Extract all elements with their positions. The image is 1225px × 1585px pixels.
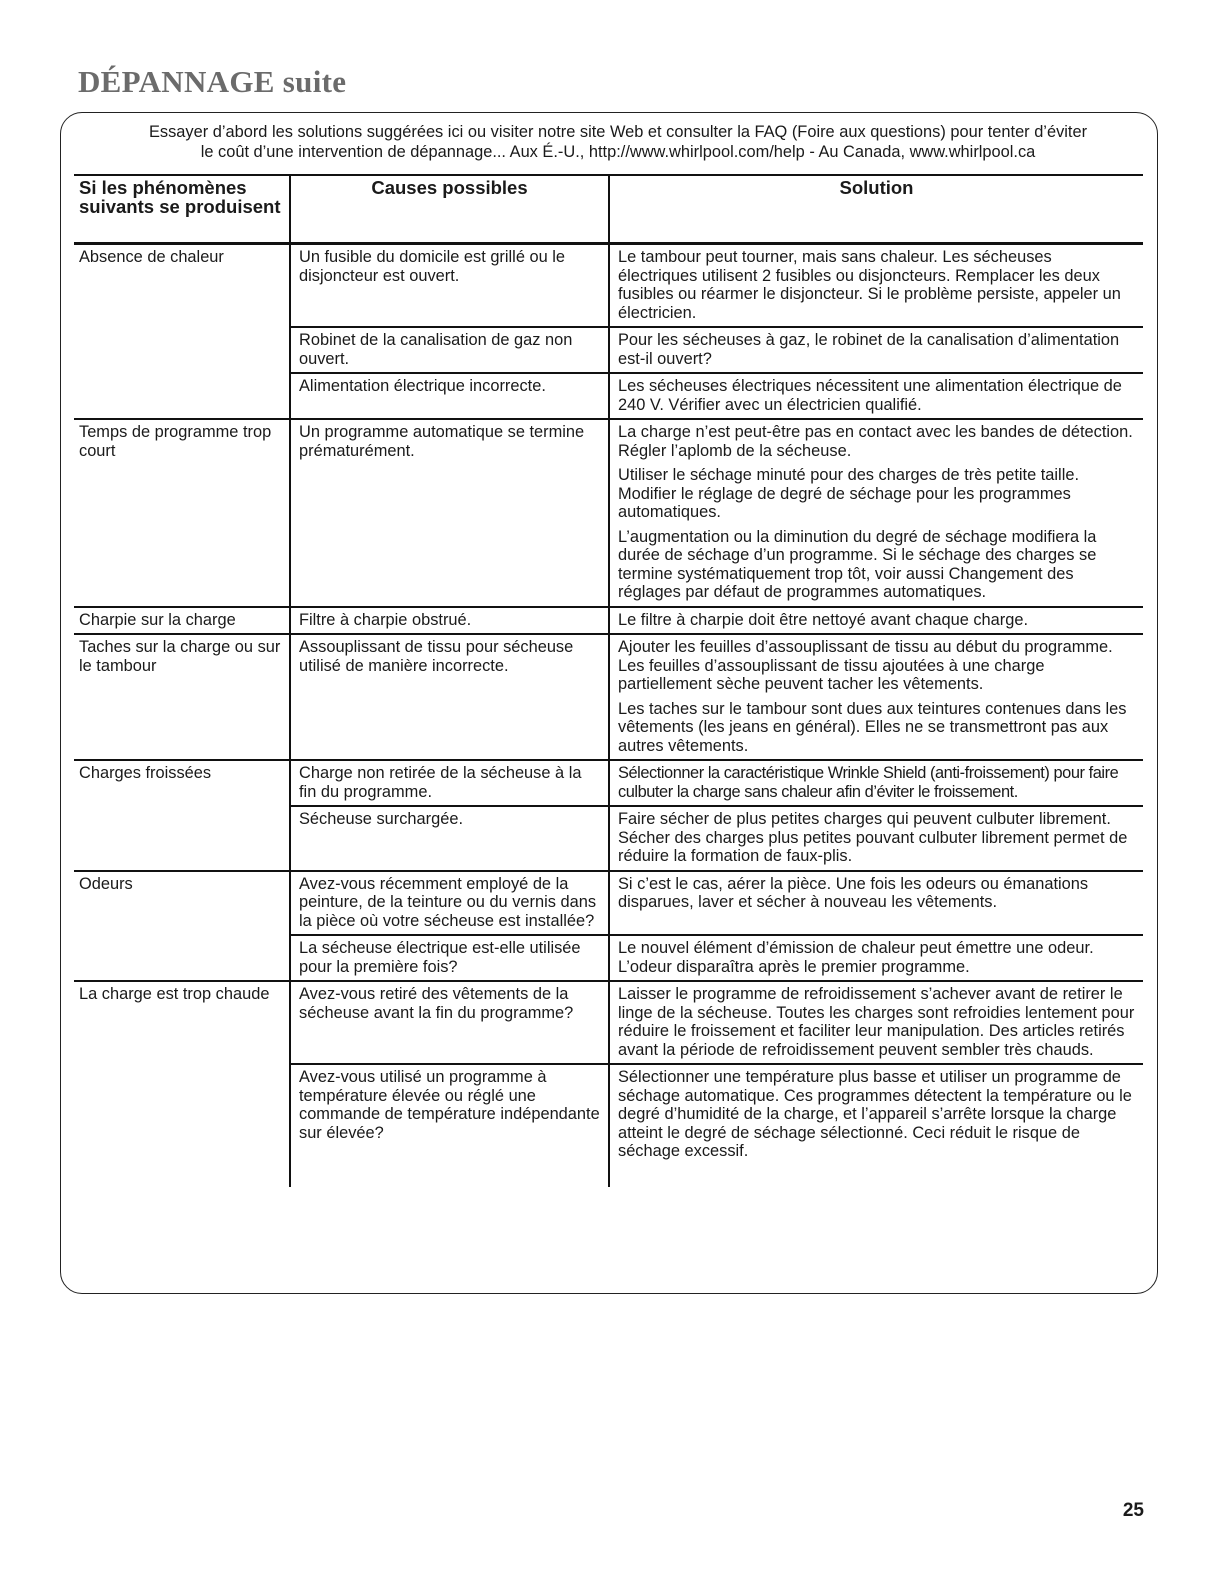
solution-cell (609, 806, 1143, 871)
header-phenomena: Si les phénomènes suivants se produisent (74, 175, 290, 244)
cause-cell: Robinet de la canalisation de gaz non ouvert. (290, 327, 609, 373)
solution-paragraph: Les taches sur le tambour sont dues aux teintures contenues dans les vêtements (les jeans en général). Elles ne se transmettront pas aux autres vêtements. (618, 699, 1127, 755)
cause-cell: Avez-vous retiré des vêtements de la sécheuse avant la fin du programme? (290, 981, 609, 1064)
cause-cell: Sécheuse surchargée. (290, 806, 609, 871)
table-row (74, 871, 1143, 936)
solution-cell (609, 1064, 1143, 1187)
phenomenon-cell: La charge est trop chaude (74, 981, 290, 1187)
page-number: 25 (1122, 1500, 1144, 1521)
solution-paragraph: Le nouvel élément d’émission de chaleur peut émettre une odeur. L’odeur disparaîtra après le premier programme. (618, 939, 1094, 976)
solution-cell (609, 981, 1143, 1064)
solution-cell (609, 327, 1143, 373)
solution-paragraph: Le filtre à charpie doit être nettoyé avant chaque charge. (618, 610, 1029, 629)
table-body (74, 244, 1143, 1187)
solution-paragraph: Ajouter les feuilles d’assouplissant de tissu au début du programme. Les feuilles d’assouplissant de tissu ajoutées à une charge partiellement sèche peuvent tacher les vêtements. (618, 638, 1113, 693)
table-row (74, 244, 1143, 328)
table-row (74, 607, 1143, 635)
solution-paragraph: Faire sécher de plus petites charges qui peuvent culbuter librement. Sécher des charges plus petites pouvant culbuter librement permet de réduire la formation de faux-plis. (618, 810, 1128, 865)
cause-cell: Alimentation électrique incorrecte. (290, 373, 609, 419)
cause-cell: Un programme automatique se termine prématurément. (290, 419, 609, 607)
cause-cell: Assouplissant de tissu pour sécheuse utilisé de manière incorrecte. (290, 634, 609, 760)
solution-paragraph: Pour les sécheuses à gaz, le robinet de la canalisation d’alimentation est-il ouvert? (618, 331, 1120, 368)
solution-paragraph: Utiliser le séchage minuté pour des charges de très petite taille. Modifier le réglage de degré de séchage pour les programmes automatiques. (618, 466, 1080, 521)
table-row (74, 419, 1143, 607)
solution-cell (609, 935, 1143, 981)
solution-paragraph: La charge n’est peut-être pas en contact avec les bandes de détection. Régler l’aplomb de la sécheuse. (618, 423, 1133, 460)
solution-paragraph: Le tambour peut tourner, mais sans chaleur. Les sécheuses électriques utilisent 2 fusibles ou disjoncteurs. Remplacer les deux fusibles ou réarmer le disjoncteur. Si le problème persiste, appeler un électricien. (618, 248, 1121, 322)
page-title: DÉPANNAGE suite (78, 64, 347, 99)
phenomenon-cell: Temps de programme trop court (74, 419, 290, 607)
phenomenon-cell: Charpie sur la charge (74, 607, 290, 635)
phenomenon-cell: Odeurs (74, 871, 290, 982)
solution-cell (609, 871, 1143, 936)
solution-cell (609, 373, 1143, 419)
troubleshooting-table-container (74, 174, 1143, 1187)
cause-cell: Avez-vous récemment employé de la peinture, de la teinture ou du vernis dans la pièce où votre sécheuse est installée? (290, 871, 609, 936)
table-row (74, 981, 1143, 1064)
solution-paragraph: Les sécheuses électriques nécessitent une alimentation électrique de 240 V. Vérifier avec un électricien qualifié. (618, 377, 1122, 414)
solution-paragraph: Sélectionner une température plus basse et utiliser un programme de séchage automatique. Ces programmes détectent la température ou le degré d’humidité de la charge, et l’appareil s’arrête lorsque la charge atteint le degré de séchage sélectionné. Ceci réduit le risque de séchage excessif. (618, 1068, 1132, 1160)
phenomenon-cell: Taches sur la charge ou sur le tambour (74, 634, 290, 760)
header-causes: Causes possibles (290, 175, 609, 244)
cause-cell: La sécheuse électrique est-elle utilisée pour la première fois? (290, 935, 609, 981)
solution-cell (609, 760, 1143, 806)
solution-cell (609, 244, 1143, 328)
solution-cell (609, 634, 1143, 760)
cause-cell: Avez-vous utilisé un programme à température élevée ou réglé une commande de température indépendante sur élevée? (290, 1064, 609, 1187)
table-header-row (74, 175, 1143, 244)
cause-cell: Filtre à charpie obstrué. (290, 607, 609, 635)
troubleshooting-table (74, 174, 1143, 1187)
phenomenon-cell: Charges froissées (74, 760, 290, 871)
phenomenon-cell: Absence de chaleur (74, 244, 290, 420)
solution-paragraph: L’augmentation ou la diminution du degré de séchage modifiera la durée de séchage d’un programme. Si le séchage des charges se termine systématiquement trop tôt, voir aussi Changement des réglages par défaut de programmes automatiques. (618, 527, 1097, 601)
solution-cell (609, 607, 1143, 635)
table-row (74, 634, 1143, 760)
solution-paragraph: Si c’est le cas, aérer la pièce. Une fois les odeurs ou émanations disparues, laver et sécher à nouveau les vêtements. (618, 874, 1089, 911)
table-row (74, 760, 1143, 806)
intro-line: Essayer d’abord les solutions suggérées ici ou visiter notre site Web et consulter la FAQ (Foire aux questions) pour tenter d’éviter (148, 123, 1088, 141)
solution-cell (609, 419, 1143, 607)
solution-paragraph: Laisser le programme de refroidissement s’achever avant de retirer le linge de la sécheuse. Toutes les charges sont refroidies lentement pour réduire le froissement et faciliter leur manipulation. Des articles retirés avant la période de refroidissement peuvent sembler très chauds. (618, 985, 1135, 1059)
intro-line: le coût d’une intervention de dépannage... Aux É.-U., http://www.whirlpool.com/help - Au Canada, www.whirlpool.ca (200, 143, 1036, 161)
header-solution: Solution (609, 175, 1143, 244)
solution-paragraph: Sélectionner la caractéristique Wrinkle Shield (anti-froissement) pour faire culbuter la charge sans chaleur afin d’éviter le froissement. (618, 764, 1119, 801)
cause-cell: Charge non retirée de la sécheuse à la fin du programme. (290, 760, 609, 806)
cause-cell: Un fusible du domicile est grillé ou le disjoncteur est ouvert. (290, 244, 609, 328)
intro-text (78, 122, 1158, 162)
